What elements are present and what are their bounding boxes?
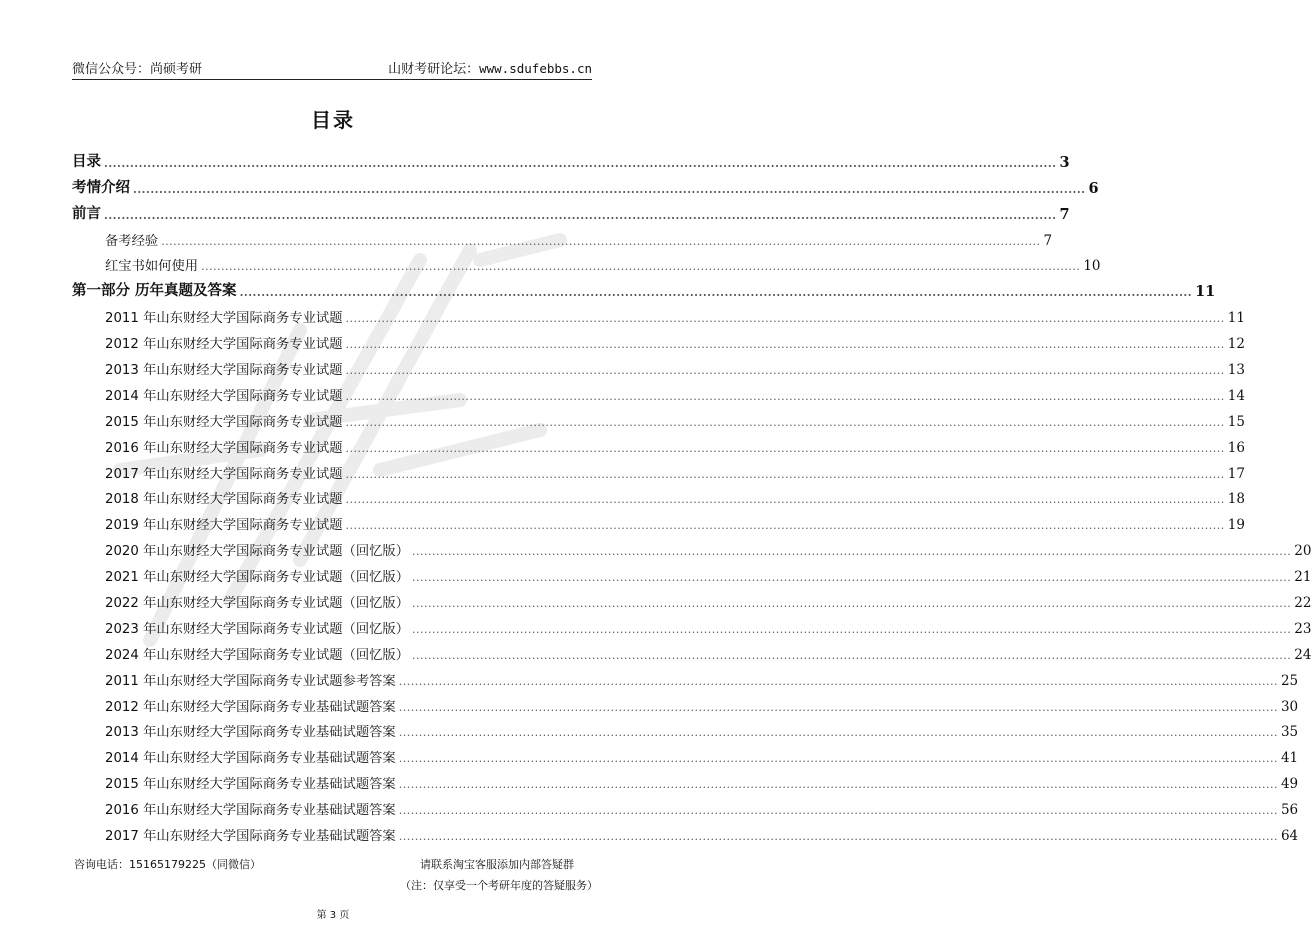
page-title: 目录	[311, 108, 355, 132]
toc-entry[interactable]	[72, 407, 1245, 433]
toc-entry[interactable]	[72, 718, 1299, 744]
footer-service-note: （注：仅享受一个考研年度的答疑服务）	[400, 879, 598, 892]
toc-leader-dots: ............................................................................................................................................................................................................................	[345, 338, 1225, 352]
toc-entry[interactable]	[72, 303, 1245, 329]
toc-leader-dots: ............................................................................................................................................................................................................................	[398, 752, 1278, 766]
header-forum	[388, 58, 592, 77]
table-of-contents	[72, 148, 1311, 847]
toc-entry-title: 2013 年山东财经大学国际商务专业试题	[105, 363, 343, 379]
toc-entry[interactable]	[72, 200, 1070, 226]
toc-entry-title: 2014 年山东财经大学国际商务专业基础试题答案	[105, 751, 396, 767]
toc-entry-title: 2011 年山东财经大学国际商务专业试题	[105, 311, 343, 327]
toc-entry-title: 2017 年山东财经大学国际商务专业试题	[105, 466, 343, 482]
toc-entry-page: 11	[1195, 283, 1216, 301]
toc-entry-page: 30	[1280, 698, 1299, 715]
toc-entry[interactable]	[72, 174, 1099, 200]
toc-entry[interactable]	[72, 252, 1101, 278]
toc-leader-dots: ............................................................................................................................................................................................................................	[412, 545, 1292, 559]
toc-leader-dots: ............................................................................................................................................................................................................................	[412, 648, 1292, 662]
toc-entry-title: 2016 年山东财经大学国际商务专业基础试题答案	[105, 803, 396, 819]
toc-entry-title: 2022 年山东财经大学国际商务专业试题（回忆版）	[105, 596, 410, 612]
toc-entry-page: 25	[1280, 672, 1299, 689]
toc-entry[interactable]	[72, 510, 1245, 536]
toc-entry[interactable]	[72, 355, 1245, 381]
toc-leader-dots: ............................................................................................................................................................................................................................	[201, 260, 1081, 274]
toc-entry[interactable]	[72, 329, 1245, 355]
toc-leader-dots: ............................................................................................................................................................................................................................	[398, 700, 1278, 714]
toc-entry[interactable]	[72, 769, 1299, 795]
toc-entry-title: 2017 年山东财经大学国际商务专业基础试题答案	[105, 829, 396, 845]
toc-entry[interactable]	[72, 640, 1311, 666]
toc-entry[interactable]	[72, 485, 1245, 511]
toc-entry[interactable]	[72, 666, 1299, 692]
toc-entry-page: 22	[1294, 595, 1311, 612]
toc-entry-page: 3	[1059, 153, 1070, 171]
toc-leader-dots: ............................................................................................................................................................................................................................	[398, 804, 1278, 818]
toc-entry-title: 2019 年山东财经大学国际商务专业试题	[105, 518, 343, 534]
toc-leader-dots: ............................................................................................................................................................................................................................	[104, 156, 1057, 170]
toc-leader-dots: ............................................................................................................................................................................................................................	[398, 778, 1278, 792]
toc-entry[interactable]	[72, 277, 1216, 303]
toc-entry-page: 7	[1043, 232, 1053, 249]
toc-entry-title: 2023 年山东财经大学国际商务专业试题（回忆版）	[105, 621, 410, 637]
toc-entry[interactable]	[72, 433, 1245, 459]
toc-entry-title: 2018 年山东财经大学国际商务专业试题	[105, 492, 343, 508]
toc-entry-page: 24	[1294, 646, 1311, 663]
toc-leader-dots: ............................................................................................................................................................................................................................	[161, 234, 1041, 248]
toc-entry-page: 12	[1227, 336, 1245, 353]
toc-leader-dots: ............................................................................................................................................................................................................................	[412, 597, 1292, 611]
toc-entry-title: 2012 年山东财经大学国际商务专业基础试题答案	[105, 699, 396, 715]
toc-entry-page: 41	[1280, 750, 1299, 767]
toc-entry-title: 前言	[72, 204, 101, 222]
toc-entry-title: 红宝书如何使用	[105, 259, 199, 275]
toc-entry-title: 2021 年山东财经大学国际商务专业试题（回忆版）	[105, 570, 410, 586]
toc-entry[interactable]	[72, 459, 1245, 485]
toc-leader-dots: ............................................................................................................................................................................................................................	[104, 208, 1057, 222]
toc-entry-title: 2015 年山东财经大学国际商务专业试题	[105, 414, 343, 430]
toc-leader-dots: ............................................................................................................................................................................................................................	[345, 364, 1225, 378]
page-number: 第 3 页	[316, 910, 350, 921]
toc-entry-page: 13	[1227, 362, 1245, 379]
toc-leader-dots: ............................................................................................................................................................................................................................	[239, 286, 1193, 300]
toc-entry-page: 15	[1227, 413, 1245, 430]
toc-entry-title: 第一部分 历年真题及答案	[72, 282, 237, 300]
toc-entry[interactable]	[72, 795, 1299, 821]
header-forum-url: www.sdufebbs.cn	[479, 61, 592, 76]
toc-entry-title: 目录	[72, 152, 101, 170]
footer-phone: 咨询电话：15165179225（同微信）	[74, 858, 261, 871]
toc-leader-dots: ............................................................................................................................................................................................................................	[345, 415, 1225, 429]
toc-entry[interactable]	[72, 743, 1299, 769]
toc-entry-page: 14	[1227, 387, 1245, 404]
toc-leader-dots: ............................................................................................................................................................................................................................	[345, 467, 1225, 481]
toc-entry-page: 17	[1227, 465, 1245, 482]
toc-entry-title: 2011 年山东财经大学国际商务专业试题参考答案	[105, 673, 396, 689]
toc-leader-dots: ............................................................................................................................................................................................................................	[345, 519, 1225, 533]
toc-entry-page: 16	[1227, 439, 1245, 456]
toc-leader-dots: ............................................................................................................................................................................................................................	[345, 312, 1225, 326]
toc-entry[interactable]	[72, 588, 1311, 614]
toc-entry-title: 2013 年山东财经大学国际商务专业基础试题答案	[105, 725, 396, 741]
toc-entry-title: 2015 年山东财经大学国际商务专业基础试题答案	[105, 777, 396, 793]
toc-entry-page: 49	[1280, 776, 1299, 793]
toc-entry-page: 19	[1227, 517, 1245, 534]
toc-entry[interactable]	[72, 381, 1245, 407]
header-wechat: 微信公众号：尚硕考研	[72, 62, 203, 77]
toc-entry[interactable]	[72, 226, 1053, 252]
toc-entry[interactable]	[72, 692, 1299, 718]
toc-leader-dots: ............................................................................................................................................................................................................................	[133, 182, 1086, 196]
toc-leader-dots: ............................................................................................................................................................................................................................	[345, 389, 1225, 403]
toc-entry-title: 2012 年山东财经大学国际商务专业试题	[105, 337, 343, 353]
toc-entry-page: 6	[1088, 179, 1099, 197]
toc-entry[interactable]	[72, 536, 1311, 562]
footer-taobao-note: 请联系淘宝客服添加内部答疑群	[420, 858, 574, 871]
toc-leader-dots: ............................................................................................................................................................................................................................	[412, 571, 1292, 585]
toc-entry-page: 18	[1227, 491, 1245, 508]
toc-leader-dots: ............................................................................................................................................................................................................................	[345, 441, 1225, 455]
toc-entry-page: 20	[1294, 543, 1311, 560]
toc-entry-page: 56	[1280, 802, 1299, 819]
toc-entry-page: 11	[1227, 310, 1245, 327]
toc-entry-page: 64	[1280, 828, 1299, 845]
toc-entry[interactable]	[72, 614, 1311, 640]
toc-leader-dots: ............................................................................................................................................................................................................................	[398, 726, 1278, 740]
toc-entry[interactable]	[72, 148, 1070, 174]
toc-entry-title: 备考经验	[105, 233, 159, 249]
toc-leader-dots: ............................................................................................................................................................................................................................	[412, 622, 1292, 636]
toc-entry-title: 考情介绍	[72, 178, 130, 196]
toc-entry-title: 2024 年山东财经大学国际商务专业试题（回忆版）	[105, 647, 410, 663]
toc-entry-page: 7	[1059, 205, 1070, 223]
toc-entry-page: 21	[1294, 569, 1311, 586]
toc-entry[interactable]	[72, 821, 1299, 847]
toc-leader-dots: ............................................................................................................................................................................................................................	[345, 493, 1225, 507]
toc-leader-dots: ............................................................................................................................................................................................................................	[398, 674, 1278, 688]
toc-entry-page: 23	[1294, 620, 1311, 637]
toc-entry-title: 2016 年山东财经大学国际商务专业试题	[105, 440, 343, 456]
page-header	[72, 54, 592, 80]
toc-entry-page: 35	[1280, 724, 1299, 741]
toc-entry-title: 2020 年山东财经大学国际商务专业试题（回忆版）	[105, 544, 410, 560]
toc-entry-page: 10	[1083, 258, 1101, 275]
toc-entry-title: 2014 年山东财经大学国际商务专业试题	[105, 388, 343, 404]
toc-leader-dots: ............................................................................................................................................................................................................................	[398, 830, 1278, 844]
header-forum-label: 山财考研论坛：	[388, 62, 480, 77]
toc-entry[interactable]	[72, 562, 1311, 588]
